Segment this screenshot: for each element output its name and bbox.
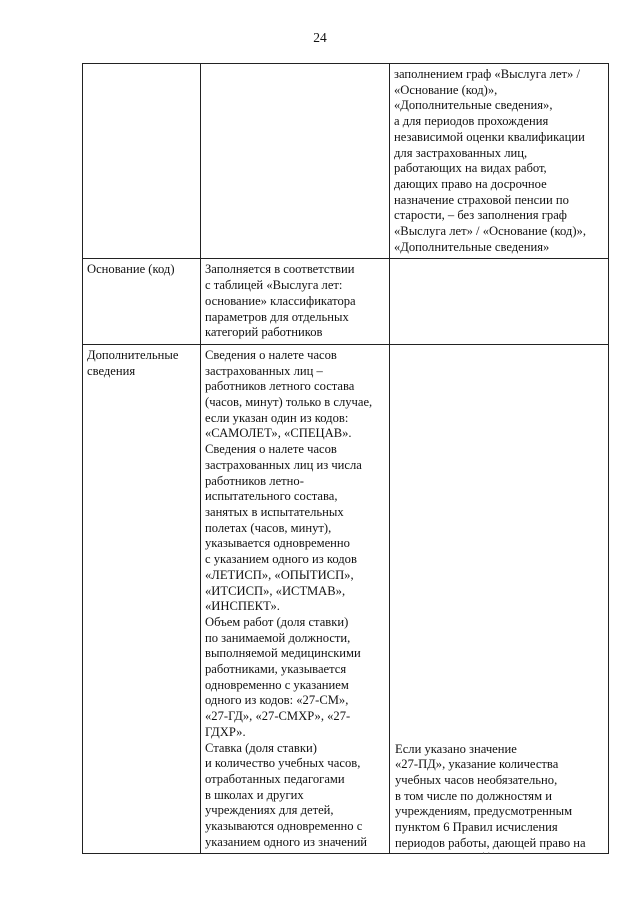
- text-line: сведения: [87, 363, 136, 378]
- text-line: Дополнительные: [87, 347, 179, 362]
- text-line: полетах (часов, минут),: [205, 520, 332, 535]
- text-line: основание» классификатора: [205, 293, 356, 308]
- table-cell-field-name: [83, 64, 201, 259]
- text-line: ГДХР».: [205, 724, 246, 739]
- text-line: работниками, указывается: [205, 662, 347, 677]
- text-line: застрахованных лиц из числа: [205, 457, 362, 472]
- text-line: если указан один из кодов:: [205, 410, 349, 425]
- text-line: Основание (код): [87, 262, 175, 277]
- text-line: работников летного состава: [205, 379, 355, 394]
- text-line: с указанием одного из кодов: [205, 552, 357, 567]
- text-line: Если указано значение: [395, 741, 517, 756]
- text-line: застрахованных лиц –: [205, 363, 323, 378]
- text-line: «27-ПД», указание количества: [395, 757, 559, 772]
- table-cell-field-name: [83, 344, 201, 854]
- text-line: выполняемой медицинскими: [205, 646, 361, 661]
- text-line: «ЛЕТИСП», «ОПЫТИСП»,: [205, 567, 354, 582]
- text-line: учреждениях для детей,: [205, 803, 334, 818]
- text-line: категорий работников: [205, 325, 323, 340]
- text-line: пунктом 6 Правил исчисления: [395, 820, 558, 835]
- text-line: для застрахованных лиц,: [394, 145, 528, 160]
- text-line: независимой оценки квалификации: [394, 129, 585, 144]
- text-line: «Основание (код)»,: [394, 82, 498, 97]
- text-line: старости, – без заполнения граф: [394, 208, 567, 223]
- text-line: Объем работ (доля ставки): [205, 614, 349, 629]
- text-line: занятых в испытательных: [205, 504, 344, 519]
- text-line: испытательного состава,: [205, 489, 338, 504]
- text-line: (часов, минут) только в случае,: [205, 395, 373, 410]
- table-cell-description: [201, 259, 390, 345]
- table-cell-conditions: [390, 344, 609, 854]
- text-line: работников летно-: [205, 473, 304, 488]
- text-line: отработанных педагогами: [205, 771, 345, 786]
- text-line: а для периодов прохождения: [394, 114, 549, 129]
- table-cell-conditions: [390, 259, 609, 345]
- text-line: учреждениям, предусмотренным: [395, 804, 573, 819]
- table-row: [83, 344, 609, 854]
- text-line: в том числе по должностям и: [395, 788, 552, 803]
- table-cell-description: [201, 64, 390, 259]
- text-line: «ИНСПЕКТ».: [205, 599, 280, 614]
- page-number: 24: [313, 30, 327, 45]
- text-line: дающих право на досрочное: [394, 176, 547, 191]
- text-line: назначение страховой пенсии по: [394, 192, 569, 207]
- text-line: одного из кодов: «27-СМ»,: [205, 693, 349, 708]
- text-line: «Дополнительные сведения»,: [394, 98, 553, 113]
- text-line: «Выслуга лет» / «Основание (код)»,: [394, 224, 586, 239]
- requirements-table: [82, 63, 609, 854]
- text-line: и количество учебных часов,: [205, 756, 361, 771]
- text-line: «Дополнительные сведения»: [394, 239, 550, 254]
- scan-artifact: · ·: [482, 848, 491, 858]
- text-line: с таблицей «Выслуга лет:: [205, 278, 343, 293]
- table-cell-description: [201, 344, 390, 854]
- conditions-text: [395, 742, 586, 852]
- table-row: [83, 64, 609, 259]
- text-line: учебных часов необязательно,: [395, 772, 558, 787]
- text-line: заполнением граф «Выслуга лет» /: [394, 67, 580, 81]
- text-line: в школах и других: [205, 787, 304, 802]
- text-line: указанием одного из значений: [205, 834, 368, 849]
- text-line: по занимаемой должности,: [205, 630, 351, 645]
- text-line: указывается одновременно: [205, 536, 350, 551]
- text-line: периодов работы, дающей право на: [395, 835, 586, 850]
- table-row: [83, 259, 609, 345]
- text-line: одновременно с указанием: [205, 677, 349, 692]
- text-line: работающих на видах работ,: [394, 161, 547, 176]
- text-line: Ставка (доля ставки): [205, 740, 317, 755]
- text-line: параметров для отдельных: [205, 309, 349, 324]
- text-line: Сведения о налете часов: [205, 347, 337, 362]
- text-line: Заполняется в соответствии: [205, 262, 355, 277]
- text-line: «ИТСИСП», «ИСТМАВ»,: [205, 583, 346, 598]
- text-line: Сведения о налете часов: [205, 442, 337, 457]
- table-cell-field-name: [83, 259, 201, 345]
- text-line: «САМОЛЕТ», «СПЕЦАВ».: [205, 426, 352, 441]
- text-line: «27-ГД», «27-СМХР», «27-: [205, 709, 351, 724]
- table-cell-conditions: [390, 64, 609, 259]
- text-line: указываются одновременно с: [205, 819, 363, 834]
